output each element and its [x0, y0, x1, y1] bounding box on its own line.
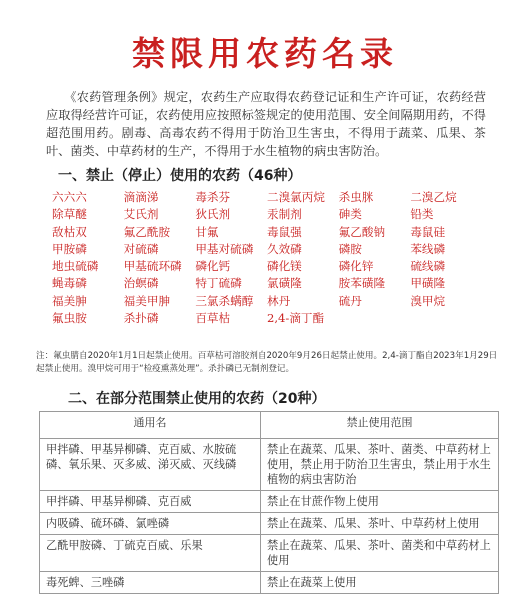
pesticide-item: 铅类: [410, 207, 434, 222]
pesticide-item: 磷胺: [338, 241, 362, 256]
pesticide-name-cell: 乙酰甲胺磷、丁硫克百威、乐果: [40, 535, 261, 572]
pesticide-item: 氟乙酸钠: [338, 224, 386, 239]
pesticide-item: 氟乙酰胺: [123, 224, 171, 239]
pesticide-item: 百草枯: [195, 311, 231, 326]
column-header-name: 通用名: [40, 412, 261, 439]
table-row: [40, 439, 499, 491]
pesticide-item: 甲基硫环磷: [123, 259, 182, 274]
pesticide-item: 硫丹: [338, 293, 362, 308]
restricted-pesticide-table: [39, 411, 499, 594]
pesticide-item: 甲基对硫磷: [195, 241, 254, 256]
pesticide-item: 苯线磷: [410, 241, 446, 256]
pesticide-name-cell: 毒死蜱、三唑磷: [40, 572, 261, 594]
pesticide-item: 久效磷: [266, 241, 302, 256]
banned-pesticide-grid: [52, 189, 478, 327]
pesticide-item: 特丁硫磷: [195, 276, 242, 291]
pesticide-item: 除草醚: [52, 207, 87, 222]
scope-cell: 禁止在蔬菜、瓜果、茶叶、中草药材上使用: [261, 513, 499, 535]
page-title: 禁限用农药名录: [132, 34, 398, 73]
pesticide-item: 毒鼠强: [266, 224, 302, 239]
column-header-scope: 禁止使用范围: [261, 412, 499, 439]
scope-cell: 禁止在甘蔗作物上使用: [261, 491, 499, 513]
pesticide-name-cell: 甲拌磷、甲基异柳磷、克百威: [40, 491, 261, 513]
pesticide-item: 硫线磷: [410, 259, 446, 274]
table-header-row: [40, 412, 499, 439]
pesticide-item: 艾氏剂: [123, 207, 159, 222]
scope-cell: 禁止在蔬菜上使用: [261, 572, 499, 594]
section2-heading: 二、在部分范围禁止使用的农药（20种）: [68, 391, 326, 407]
pesticide-item: 福美胂: [52, 293, 87, 308]
pesticide-item: 磷化锌: [338, 259, 374, 274]
pesticide-item: 杀扑磷: [123, 311, 159, 326]
pesticide-item: 汞制剂: [266, 207, 302, 222]
pesticide-item: 甲磺隆: [410, 276, 446, 291]
pesticide-item: 蝇毒磷: [52, 276, 87, 291]
pesticide-item: 杀虫脒: [338, 190, 374, 204]
scope-cell: 禁止在蔬菜、瓜果、茶叶、菌类和中草药材上使用: [261, 535, 499, 572]
pesticide-item: 对硫磷: [123, 241, 159, 256]
pesticide-item: 三氯杀螨醇: [195, 293, 254, 308]
pesticide-item: 磷化钙: [195, 259, 231, 274]
pesticide-item: 甲胺磷: [52, 241, 87, 256]
pesticide-item: 溴甲烷: [410, 293, 446, 308]
pesticide-item: 毒杀芬: [195, 190, 231, 204]
pesticide-item: 狄氏剂: [195, 207, 231, 222]
pesticide-name-cell: 甲拌磷、甲基异柳磷、克百威、水胺硫磷、氧乐果、灭多威、涕灭威、灭线磷: [40, 439, 261, 491]
pesticide-item: 福美甲胂: [123, 293, 171, 308]
pesticide-item: 地虫硫磷: [52, 259, 99, 274]
pesticide-item: 氯磺隆: [266, 276, 302, 291]
section1-note: 注：氟虫腈自2020年1月1日起禁止使用。百草枯可溶胶剂自2020年9月26日起禁止使用。2,4-滴丁酯自2023年1月29日起禁止使用。溴甲烷可用于“检疫熏蒸处理”。杀扑磷已无制剂登记。: [36, 351, 498, 374]
pesticide-item: 磷化镁: [266, 259, 302, 274]
pesticide-item: 林丹: [266, 293, 291, 308]
pesticide-item: 毒鼠硅: [410, 224, 446, 239]
pesticide-item: 二溴乙烷: [410, 190, 457, 204]
section1-heading: 一、禁止（停止）使用的农药（46种）: [58, 168, 302, 184]
pesticide-item: 氟虫胺: [52, 311, 87, 326]
pesticide-item: 六六六: [52, 190, 87, 204]
pesticide-name-cell: 内吸磷、硫环磷、氯唑磷: [40, 513, 261, 535]
pesticide-item: 滴滴涕: [123, 190, 159, 204]
pesticide-item: 敌枯双: [52, 224, 87, 239]
pesticide-item: 砷类: [338, 207, 362, 222]
pesticide-item: 二溴氯丙烷: [266, 190, 325, 204]
pesticide-item: 治螟磷: [123, 276, 159, 291]
table-row: [40, 513, 499, 535]
scope-cell: 禁止在蔬菜、瓜果、茶叶、菌类、中草药材上使用，禁止用于防治卫生害虫，禁止用于水生植物的病虫害防治: [261, 439, 499, 491]
table-row: [40, 535, 499, 572]
pesticide-item: 2,4-滴丁酯: [266, 311, 325, 326]
table-row: [40, 572, 499, 594]
table-row: [40, 491, 499, 513]
pesticide-item: 胺苯磺隆: [338, 276, 386, 291]
intro-paragraph: 《农药管理条例》规定，农药生产应取得农药登记证和生产许可证，农药经营应取得经营许可证，农药使用应按照标签规定的使用范围、安全间隔期用药，不得超范围用药。剧毒、高毒农药不得用于防治卫生害虫，不得用于蔬菜、瓜果、茶叶、菌类、中草药材的生产，不得用于水生植物的病虫害防治。: [46, 90, 486, 158]
pesticide-item: 甘氟: [195, 224, 219, 239]
